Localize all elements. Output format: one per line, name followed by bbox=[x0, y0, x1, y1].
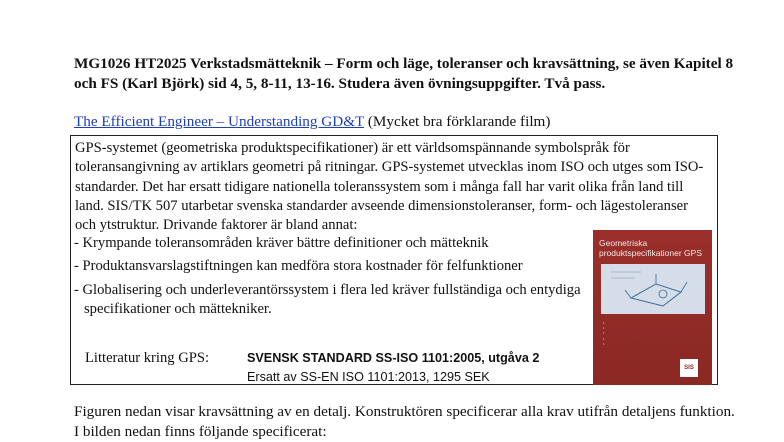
book-cover-contents: • • • • • bbox=[603, 320, 605, 346]
sis-logo: SIS bbox=[680, 359, 698, 377]
book-cover-image bbox=[593, 230, 712, 385]
figure-intro-text: Figuren nedan visar kravsättning av en detalj. Konstruktören specificerar alla krav utifrån detaljens funktion. I bilden nedan finns följande specificerat: bbox=[74, 403, 735, 440]
technical-drawing-icon bbox=[601, 264, 705, 314]
video-link-note: (Mycket bra förklarande film) bbox=[364, 113, 551, 130]
standard-reference bbox=[247, 349, 539, 387]
list-item: - Produktansvarslagstiftningen kan medföra stora kostnader för felfunktioner bbox=[74, 258, 523, 275]
book-cover-title: Geometriska produktspecifikationer GPS bbox=[599, 238, 702, 258]
video-reference bbox=[74, 112, 550, 132]
document-heading: MG1026 HT2025 Verkstadsmätteknik – Form och läge, toleranser och kravsättning, se även Kapitel 8 och FS (Karl Björk) sid 4, 5, 8-11, 13-16. Studera även övningsuppgifter. Två pass. bbox=[74, 55, 734, 92]
driving-factors-list bbox=[74, 234, 594, 323]
list-item: - Krympande toleransområden kräver bättre definitioner och mätteknik bbox=[74, 235, 489, 251]
standard-title: SVENSK STANDARD SS-ISO 1101:2005, utgåva 2 bbox=[247, 351, 540, 365]
list-item: - Globalisering och underleverantörssystem i flera led kräver fullständiga och entydiga specifikationer och mättekniker. bbox=[74, 281, 581, 317]
video-link[interactable]: The Efficient Engineer – Understanding GD&T bbox=[74, 113, 365, 130]
literature-label: Litteratur kring GPS: bbox=[85, 350, 210, 366]
standard-replaced: Ersatt av SS-EN ISO 1101:2013, 1295 SEK bbox=[247, 370, 490, 384]
gps-intro-text: GPS-systemet (geometriska produktspecifikationer) är ett världsomspännande symbolspråk för toleransangivning av artiklars geometri på ritningar. GPS-systemet utvecklas inom ISO och utges som ISO-standarder. Det har ersatt tidigare nationella toleranssystem som i många fall har varit olika från land till land. SIS/TK 507 utarbetar svenska standarder avseende dimensionstoleranser, form- och lägestoleranser och ytstruktur. Drivande faktorer är bland annat: bbox=[75, 140, 704, 234]
